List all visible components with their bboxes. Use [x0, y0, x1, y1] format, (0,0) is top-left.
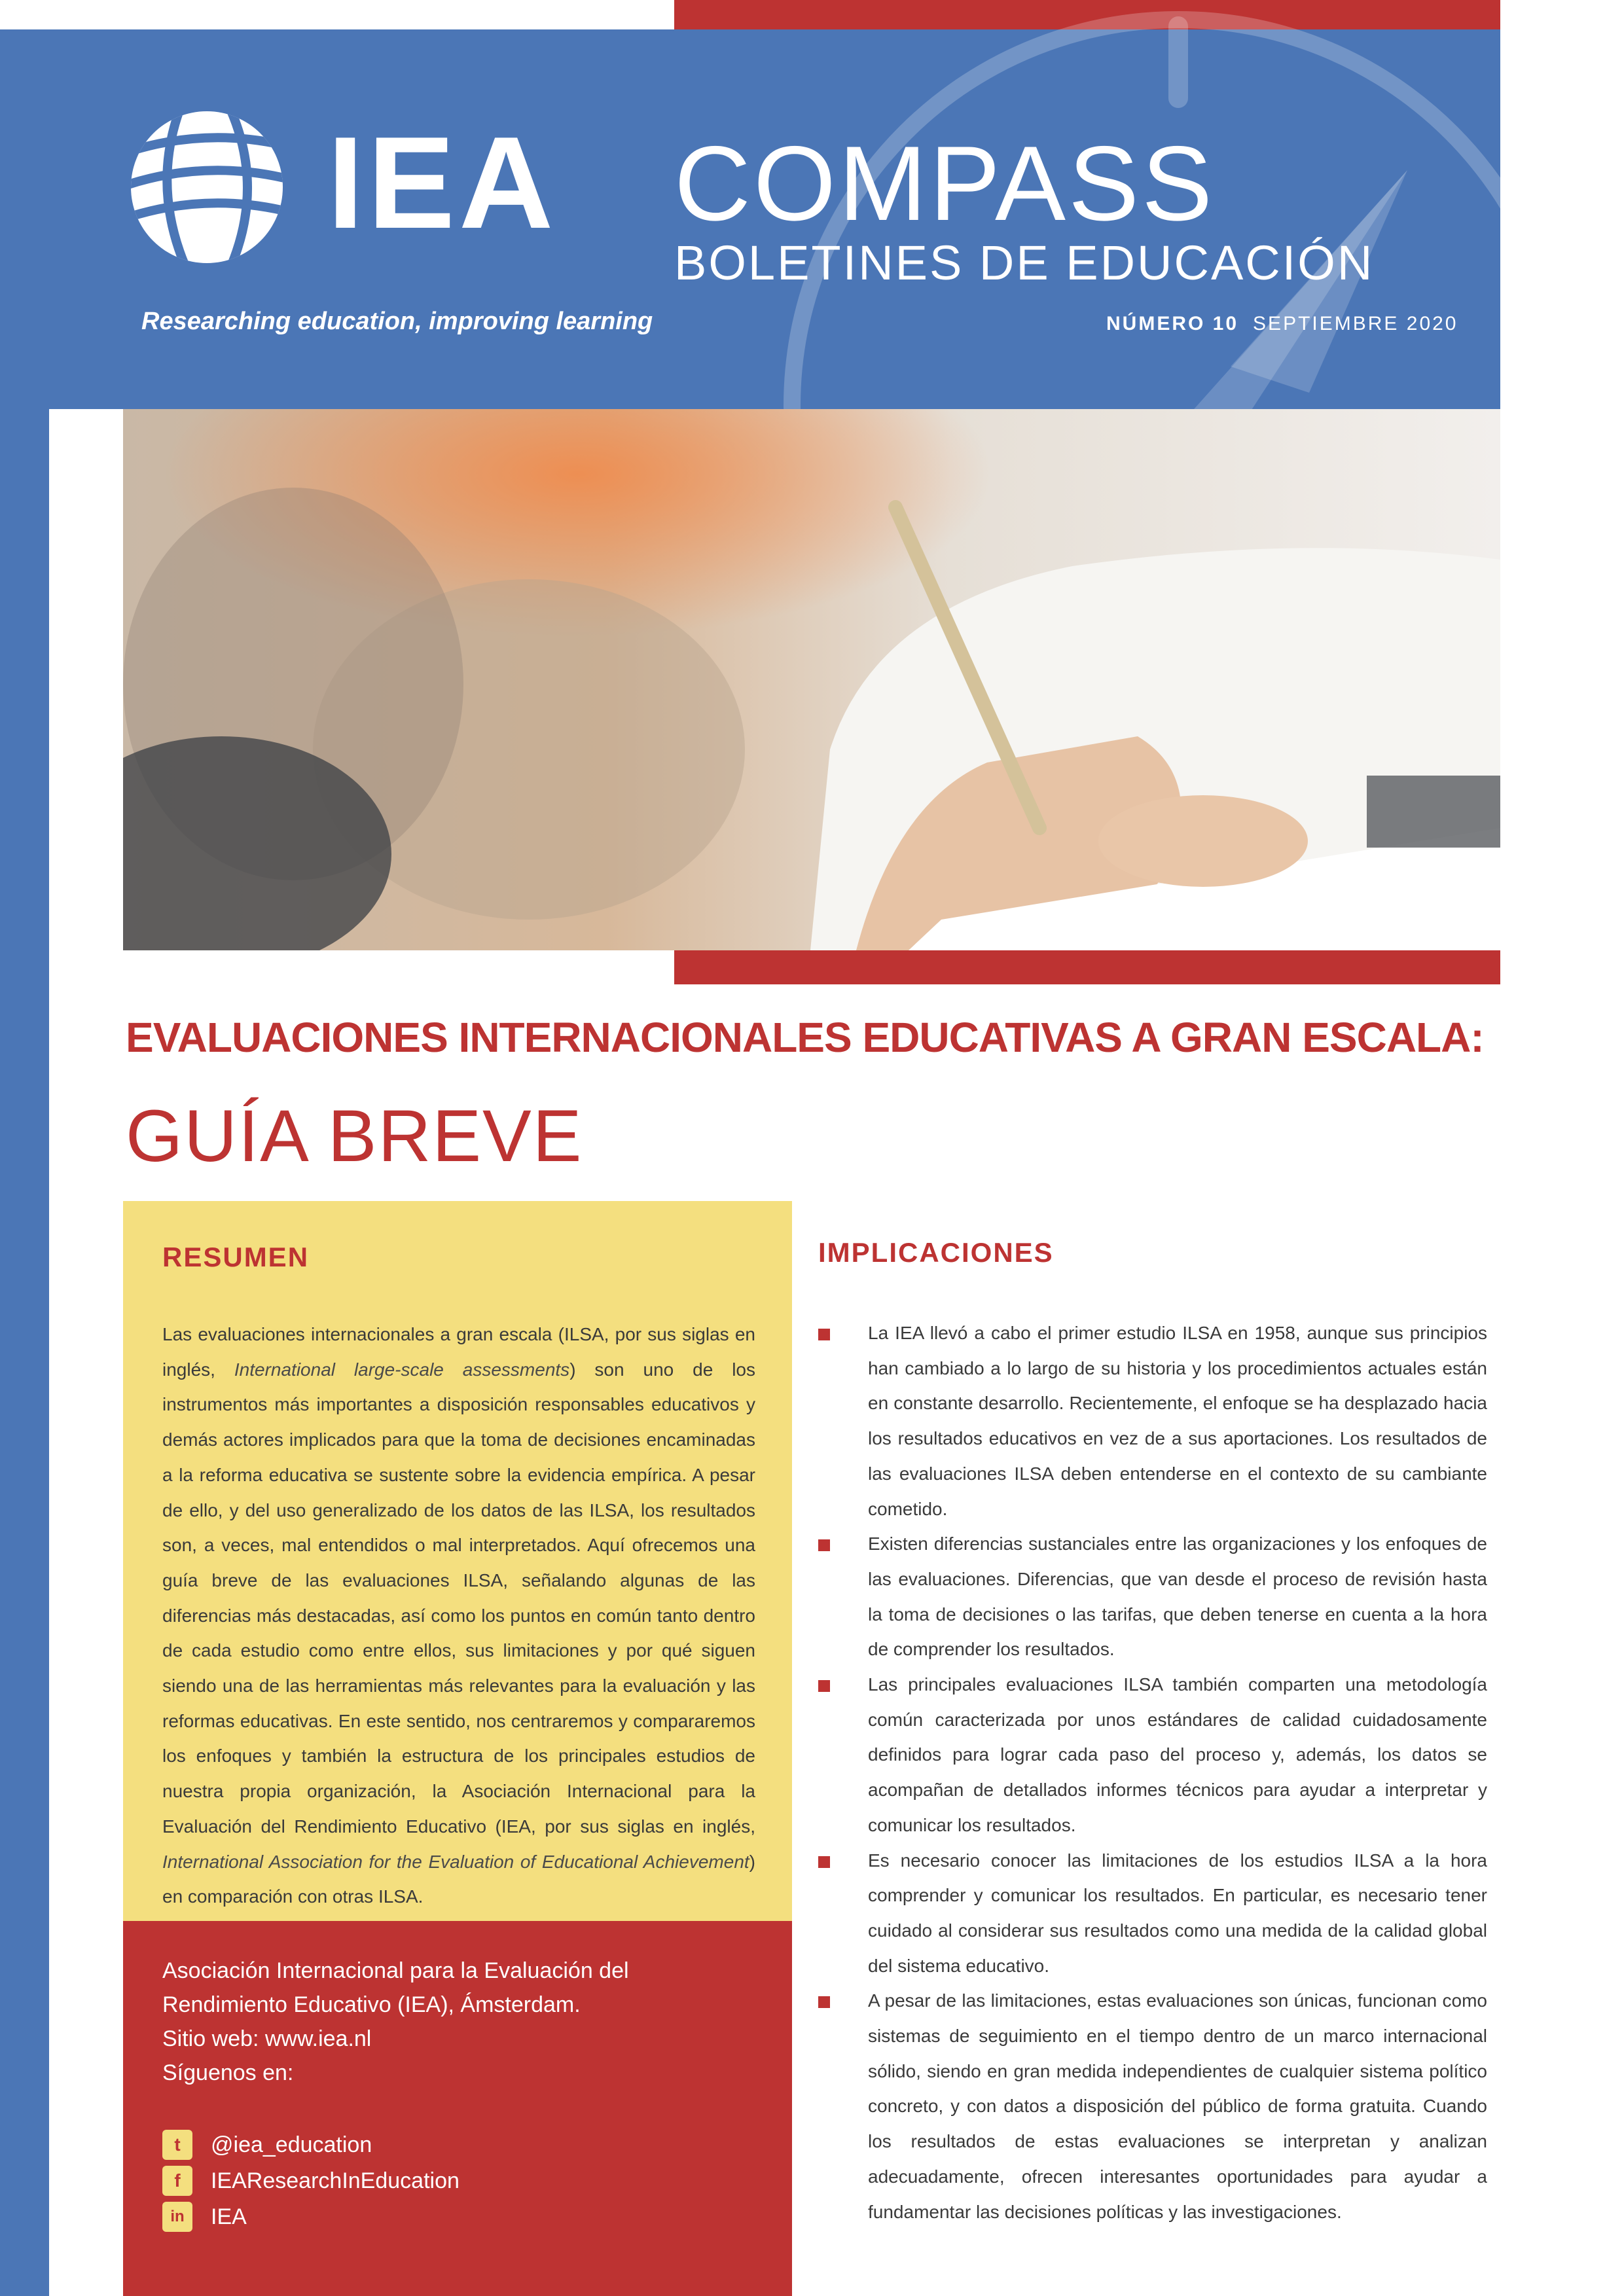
- tagline: Researching education, improving learning: [141, 308, 653, 335]
- iea-logo-text: IEA: [327, 110, 558, 256]
- implications-heading: IMPLICACIONES: [818, 1237, 1054, 1268]
- list-item: Existen diferencias sustanciales entre las organizaciones y los enfoques de las evaluaciones. Diferencias, que van desde el proceso de revisión hasta la toma de decisiones o las tarifas, que deben tenerse en cuenta a la hora de comprender los resultados.: [818, 1526, 1487, 1667]
- top-accent-bar: [674, 0, 1500, 29]
- website-link[interactable]: Sitio web: www.iea.nl: [162, 2026, 372, 2051]
- bullet-square-icon: [818, 1856, 830, 1868]
- issue-info: [1106, 313, 1458, 335]
- main-title: EVALUACIONES INTERNACIONALES EDUCATIVAS A GRAN ESCALA:: [126, 1014, 1484, 1061]
- issue-number: NÚMERO 10: [1106, 313, 1239, 334]
- contact-line: Asociación Internacional para la Evaluación del: [162, 1958, 629, 1983]
- bullet-square-icon: [818, 1329, 830, 1340]
- summary-paragraph: Las evaluaciones internacionales a gran escala (ILSA, por sus siglas en inglés, International large-scale assessments) son uno de los instrumentos más importantes a disposición responsables educativos y demás actores implicados para que la toma de decisiones encaminadas a la reforma educativa se sustente sobre la evidencia empírica. A pesar de ello, y del uso generalizado de los datos de las ILSA, los resultados son, a veces, mal entendidos o mal interpretados. Aquí ofrecemos una guía breve de las evaluaciones ILSA, señalando algunas de las diferencias más destacadas, así como los puntos en común tanto dentro de cada estudio como entre ellos, sus limitaciones y por qué siguen siendo una de las herramientas más relevantes para la evaluación y las reformas educativas. En este sentido, nos centraremos y compararemos los enfoques y también la estructura de los principales estudios de nuestra propia organización, la Asociación Internacional para la Evaluación del Rendimiento Educativo (IEA, por sus siglas en inglés, International Association for the Evaluation of Educational Achievement) en comparación con otras ILSA.: [162, 1324, 756, 1907]
- follow-us-label: Síguenos en:: [162, 2060, 294, 2085]
- twitter-handle[interactable]: @iea_education: [211, 2132, 372, 2157]
- bulletin-title: COMPASS: [674, 124, 1216, 243]
- contact-line: Rendimiento Educativo (IEA), Ámsterdam.: [162, 1992, 581, 2017]
- bullet-square-icon: [818, 1539, 830, 1551]
- twitter-icon: t: [162, 2130, 192, 2160]
- bullet-square-icon: [818, 1996, 830, 2008]
- list-item: A pesar de las limitaciones, estas evaluaciones son únicas, funcionan como sistemas de seguimiento en el tiempo dentro de un marco internacional sólido, siendo en gran medida independientes de cualquier sistema político concreto, y con datos a disposición del público de forma gratuita. Cuando los resultados de estas evaluaciones se interpretan y analizan adecuadamente, ofrecen interesantes oportunidades para ayudar a fundamentar las decisiones políticas y las investigaciones.: [818, 1983, 1487, 2229]
- facebook-icon: f: [162, 2166, 192, 2196]
- implications-list: [818, 1316, 1487, 2229]
- social-linkedin[interactable]: [162, 2202, 751, 2232]
- list-item: Las principales evaluaciones ILSA también comparten una metodología común caracterizada por unos estándares de calidad cuidadosamente definidos para lograr cada paso del proceso y, además, los datos se acompañan de detallados informes técnicos para ayudar a interpretar y comunicar los resultados.: [818, 1667, 1487, 1843]
- bullet-square-icon: [818, 1680, 830, 1692]
- social-facebook[interactable]: [162, 2166, 751, 2196]
- linkedin-icon: in: [162, 2202, 192, 2232]
- student-writing-photo: [123, 409, 1500, 950]
- social-twitter[interactable]: [162, 2130, 751, 2160]
- facebook-handle[interactable]: IEAResearchInEducation: [211, 2168, 460, 2193]
- main-subtitle: GUÍA BREVE: [126, 1095, 583, 1177]
- summary-heading: RESUMEN: [162, 1242, 310, 1272]
- list-item: Es necesario conocer las limitaciones de los estudios ILSA a la hora comprender y comunicar los resultados. En particular, es necesario tener cuidado al considerar sus resultados como una medida de la calidad global del sistema educativo.: [818, 1843, 1487, 1984]
- list-item: La IEA llevó a cabo el primer estudio ILSA en 1958, aunque sus principios han cambiado a lo largo de su historia y los procedimientos actuales están en constante desarrollo. Recientemente, el enfoque se ha desplazado hacia los resultados educativos en vez de a sus aportaciones. Los resultados de las evaluaciones ILSA deben entenderse en el contexto de su cambiante cometido.: [818, 1316, 1487, 1526]
- contact-info: [162, 1954, 751, 2090]
- left-accent-strip: [0, 409, 49, 2296]
- photo-accent-bar: [674, 950, 1500, 984]
- linkedin-handle[interactable]: IEA: [211, 2204, 247, 2229]
- issue-date: SEPTIEMBRE 2020: [1253, 313, 1458, 334]
- bulletin-subtitle: BOLETINES DE EDUCACIÓN: [674, 236, 1375, 290]
- iea-globe-icon: [130, 110, 284, 264]
